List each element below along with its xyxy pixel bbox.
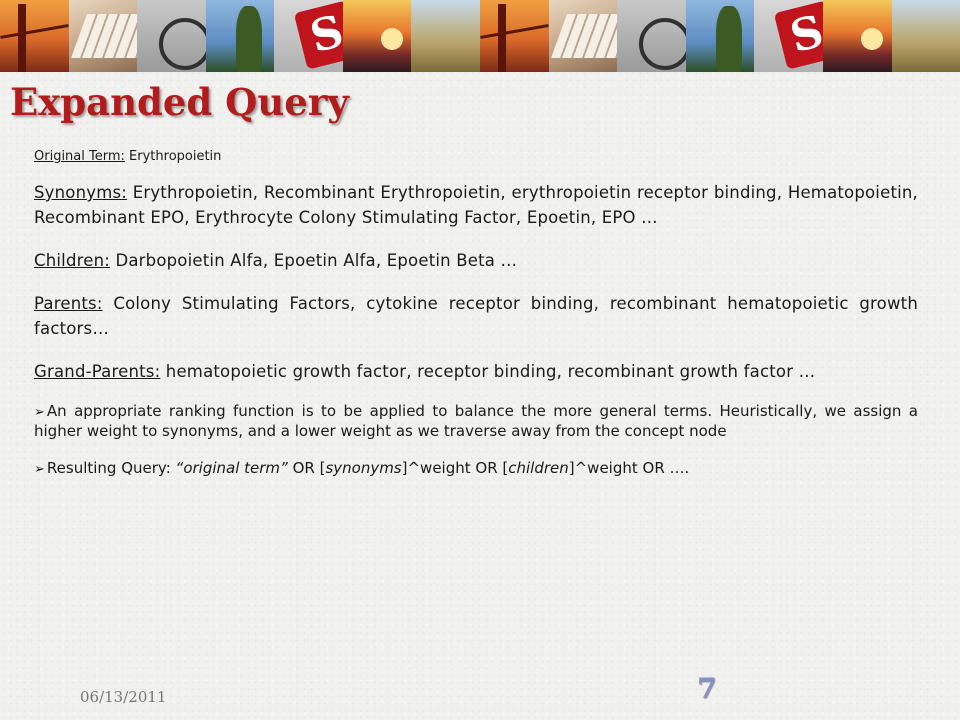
slide-content: [34, 148, 918, 497]
photo-banner: [0, 0, 960, 72]
wheelchair-photo: [617, 0, 686, 72]
bridge-photo: [0, 0, 69, 72]
query-or-1: OR [: [287, 459, 326, 477]
keyboard-photo: [549, 0, 618, 72]
query-original-term: “original term”: [175, 459, 288, 477]
arrow-bullet-icon: ➢: [34, 405, 45, 420]
logo-photo: [274, 0, 343, 72]
page-number: 7: [697, 672, 717, 705]
synonyms-label: Synonyms:: [34, 183, 128, 202]
logo-photo: [754, 0, 823, 72]
grandparents-paragraph: [34, 359, 918, 384]
bridge-photo: [480, 0, 549, 72]
arrow-bullet-icon: ➢: [34, 462, 45, 477]
children-value: Darbopoietin Alfa, Epoetin Alfa, Epoetin Beta …: [115, 251, 518, 270]
synonyms-value: Erythropoietin, Recombinant Erythropoietin, erythropoietin receptor binding, Hematopoietin, Recombinant EPO, Erythrocyte Colony Stimulating Factor, Epoetin, EPO …: [34, 183, 919, 227]
synonyms-paragraph: [34, 180, 918, 230]
query-weight-2: ]^weight OR ….: [568, 459, 690, 477]
query-weight-1: ]^weight OR [: [401, 459, 509, 477]
tree-photo: [686, 0, 755, 72]
field-photo: [411, 0, 480, 72]
parents-value: Colony Stimulating Factors, cytokine receptor binding, recombinant hematopoietic growth factors…: [34, 294, 918, 338]
parents-paragraph: [34, 291, 918, 341]
original-term-label: Original Term:: [34, 149, 125, 164]
grandparents-label: Grand-Parents:: [34, 362, 161, 381]
sunset-photo: [343, 0, 412, 72]
children-label: Children:: [34, 251, 111, 270]
children-paragraph: [34, 248, 918, 273]
original-term-value: Erythropoietin: [129, 149, 222, 164]
query-synonyms: synonyms: [325, 459, 402, 477]
resulting-query-bullet: [34, 459, 918, 479]
field-photo: [892, 0, 960, 72]
sunset-photo: [823, 0, 892, 72]
resulting-query-prefix: Resulting Query:: [46, 459, 176, 477]
ranking-bullet-text: An appropriate ranking function is to be applied to balance the more general terms. Heuristically, we assign a higher weight to synonyms, and a lower weight as we traverse away from the concept node: [34, 402, 918, 440]
keyboard-photo: [69, 0, 138, 72]
query-children: children: [508, 459, 569, 477]
wheelchair-photo: [137, 0, 206, 72]
original-term: [34, 148, 918, 166]
grandparents-value: hematopoietic growth factor, receptor binding, recombinant growth factor …: [165, 362, 816, 381]
slide-title: Expanded Query: [10, 80, 349, 124]
footer-date: 06/13/2011: [80, 688, 167, 706]
ranking-bullet: [34, 402, 918, 441]
parents-label: Parents:: [34, 294, 103, 313]
tree-photo: [206, 0, 275, 72]
